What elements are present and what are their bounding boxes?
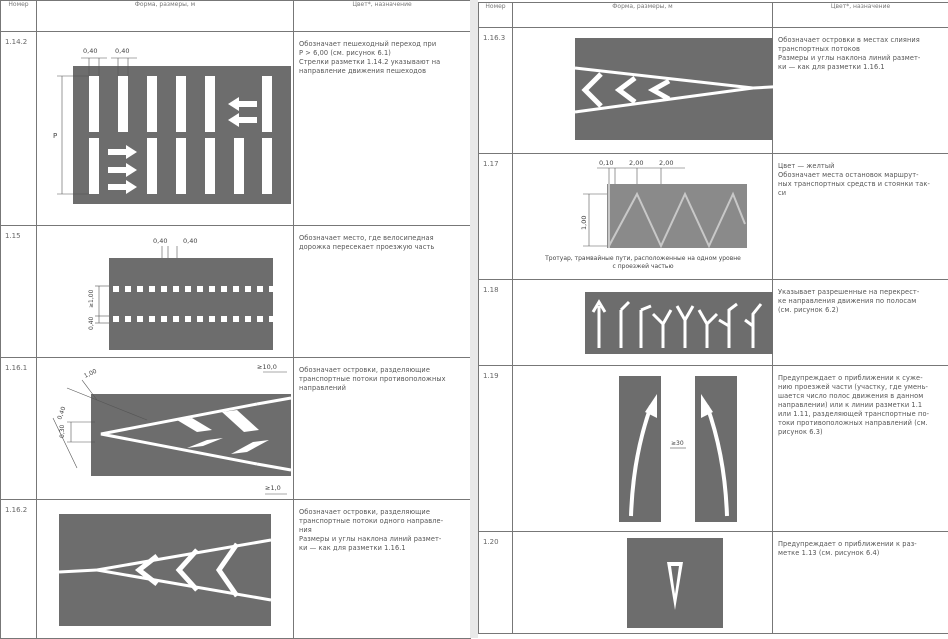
description-line: нию проезжей части (участку, где умень- — [778, 383, 944, 392]
row-number: 1.20 — [479, 532, 513, 634]
figure-caption: Тротуар, трамвайные пути, расположенные на одном уровне — [544, 255, 741, 262]
row-description — [773, 532, 948, 634]
marking-figure-cell — [513, 280, 773, 366]
header-number: Номер — [479, 3, 513, 28]
description-line: или 1.11, разделяющей транспортные по- — [778, 410, 944, 419]
description-line: токи противоположных направлений (см. — [778, 419, 944, 428]
description-line: Размеры и углы наклона линий размет- — [299, 535, 466, 544]
dim-label: 2,00 — [659, 159, 673, 167]
marking-figure-cell — [513, 154, 773, 280]
dim-label: 2,00 — [629, 159, 643, 167]
left-page — [0, 0, 470, 638]
marking-figure-cell — [37, 358, 294, 500]
dim-label: ≥30 — [671, 440, 684, 447]
row-description — [773, 28, 948, 154]
page-gutter — [470, 0, 478, 638]
arrow-right-icon — [108, 145, 137, 194]
stop-zone-surface — [607, 184, 747, 248]
row-description — [773, 280, 948, 366]
row-number: 1.16.1 — [1, 358, 37, 500]
left-marking-table — [0, 0, 471, 639]
island-same-direction-figure — [37, 500, 294, 639]
island-marking-figure — [37, 358, 294, 500]
row-description — [294, 226, 471, 358]
description-line: Указывает разрешенные на перекрест- — [778, 288, 944, 297]
row-number: 1.17 — [479, 154, 513, 280]
dim-label: 0,40 — [115, 47, 129, 55]
dim-label: 0,40 — [153, 237, 167, 245]
description-line: Обозначает островки в местах слияния — [778, 36, 944, 45]
table-row — [1, 32, 471, 226]
table-row — [1, 500, 471, 639]
dim-label: 0,40 — [183, 237, 197, 245]
narrowing-arrows-figure — [513, 366, 773, 532]
dim-label: 0,10 — [599, 159, 613, 167]
crosswalk-marking-figure — [37, 32, 294, 226]
marking-figure-cell — [37, 500, 294, 639]
lane-arrows-figure — [513, 280, 773, 366]
description-line: транспортных потоков — [778, 45, 944, 54]
table-row — [479, 280, 948, 366]
description-line: ке направления движения по полосам — [778, 297, 944, 306]
description-line: Обозначает пешеходный переход при — [299, 40, 466, 49]
table-header-row — [1, 1, 471, 32]
row-number: 1.15 — [1, 226, 37, 358]
table-row — [1, 226, 471, 358]
description-line: рисунок 6.3) — [778, 428, 944, 437]
description-line: ния — [299, 526, 466, 535]
marking-figure-cell — [513, 532, 773, 634]
marking-figure-cell — [513, 28, 773, 154]
row-number: 1.16.2 — [1, 500, 37, 639]
description-line: Обозначает места остановок маршрут- — [778, 171, 944, 180]
description-line: шается число полос движения в данном — [778, 392, 944, 401]
description-line: направлений — [299, 384, 466, 393]
dim-label: 0,40 — [88, 316, 95, 330]
right-page — [478, 0, 948, 638]
description-line: Обозначает островки, разделяющие — [299, 366, 466, 375]
row-description — [294, 500, 471, 639]
table-row — [479, 154, 948, 280]
table-row — [1, 358, 471, 500]
marking-figure-cell — [37, 226, 294, 358]
row-description — [773, 154, 948, 280]
description-line: Размеры и углы наклона линий размет- — [778, 54, 944, 63]
header-purpose: Цвет*, назначение — [773, 3, 948, 28]
bus-stop-marking-figure — [513, 154, 773, 280]
table-row — [479, 28, 948, 154]
road-surface — [585, 292, 773, 354]
figure-caption: с проезжей частью — [613, 263, 674, 270]
description-line: Предупреждает о приближении к раз- — [778, 540, 944, 549]
dim-label: P — [53, 132, 57, 140]
dim-label: ≥10,0 — [257, 363, 277, 371]
table-row — [479, 532, 948, 634]
dim-label: 0,30 — [59, 424, 66, 438]
dim-label: ≥1,0 — [265, 484, 281, 492]
bike-crossing-marking-figure — [37, 226, 294, 358]
table-row — [479, 366, 948, 532]
marking-figure-cell — [37, 32, 294, 226]
description-line: метке 1.13 (см. рисунок 6.4) — [778, 549, 944, 558]
description-line: транспортные потоки противоположных — [299, 375, 466, 384]
dim-label: 1,00 — [83, 368, 98, 380]
dim-label: 0,40 — [56, 406, 67, 421]
description-line: (см. рисунок 6.2) — [778, 306, 944, 315]
row-description — [294, 32, 471, 226]
dim-label: 0,40 — [83, 47, 97, 55]
dim-label: ≥1,00 — [88, 289, 95, 308]
description-line: Предупреждает о приближении к суже- — [778, 374, 944, 383]
description-line: ки — как для разметки 1.16.1 — [778, 63, 944, 72]
description-line: Стрелки разметки 1.14.2 указывают на — [299, 58, 466, 67]
row-number: 1.16.3 — [479, 28, 513, 154]
marking-figure-cell — [513, 366, 773, 532]
description-line: ных транспортных средств и стоянки так- — [778, 180, 944, 189]
merge-island-figure — [513, 28, 773, 154]
header-number: Номер — [1, 1, 37, 32]
description-line: направление движения пешеходов — [299, 67, 466, 76]
dim-label: 1,00 — [580, 216, 588, 230]
description-line: транспортные потоки одного направле- — [299, 517, 466, 526]
description-line: Обозначает островки, разделяющие — [299, 508, 466, 517]
header-form: Форма, размеры, м — [37, 1, 294, 32]
triangle-marking-figure — [513, 532, 773, 634]
description-line: направлении) или к линии разметки 1.1 — [778, 401, 944, 410]
table-header-row — [479, 3, 948, 28]
row-number: 1.14.2 — [1, 32, 37, 226]
right-marking-table — [478, 2, 948, 634]
description-line: ки — как для разметки 1.16.1 — [299, 544, 466, 553]
description-line: дорожка пересекает проезжую часть — [299, 243, 466, 252]
header-purpose: Цвет*, назначение — [294, 1, 471, 32]
row-number: 1.19 — [479, 366, 513, 532]
header-form: Форма, размеры, м — [513, 3, 773, 28]
row-description — [294, 358, 471, 500]
row-number: 1.18 — [479, 280, 513, 366]
description-line: Обозначает место, где велосипедная — [299, 234, 466, 243]
road-surface — [109, 258, 273, 350]
description-line: си — [778, 189, 944, 198]
description-line: P > 6,00 (см. рисунок 6.1) — [299, 49, 466, 58]
description-line: Цвет — желтый — [778, 162, 944, 171]
row-description — [773, 366, 948, 532]
